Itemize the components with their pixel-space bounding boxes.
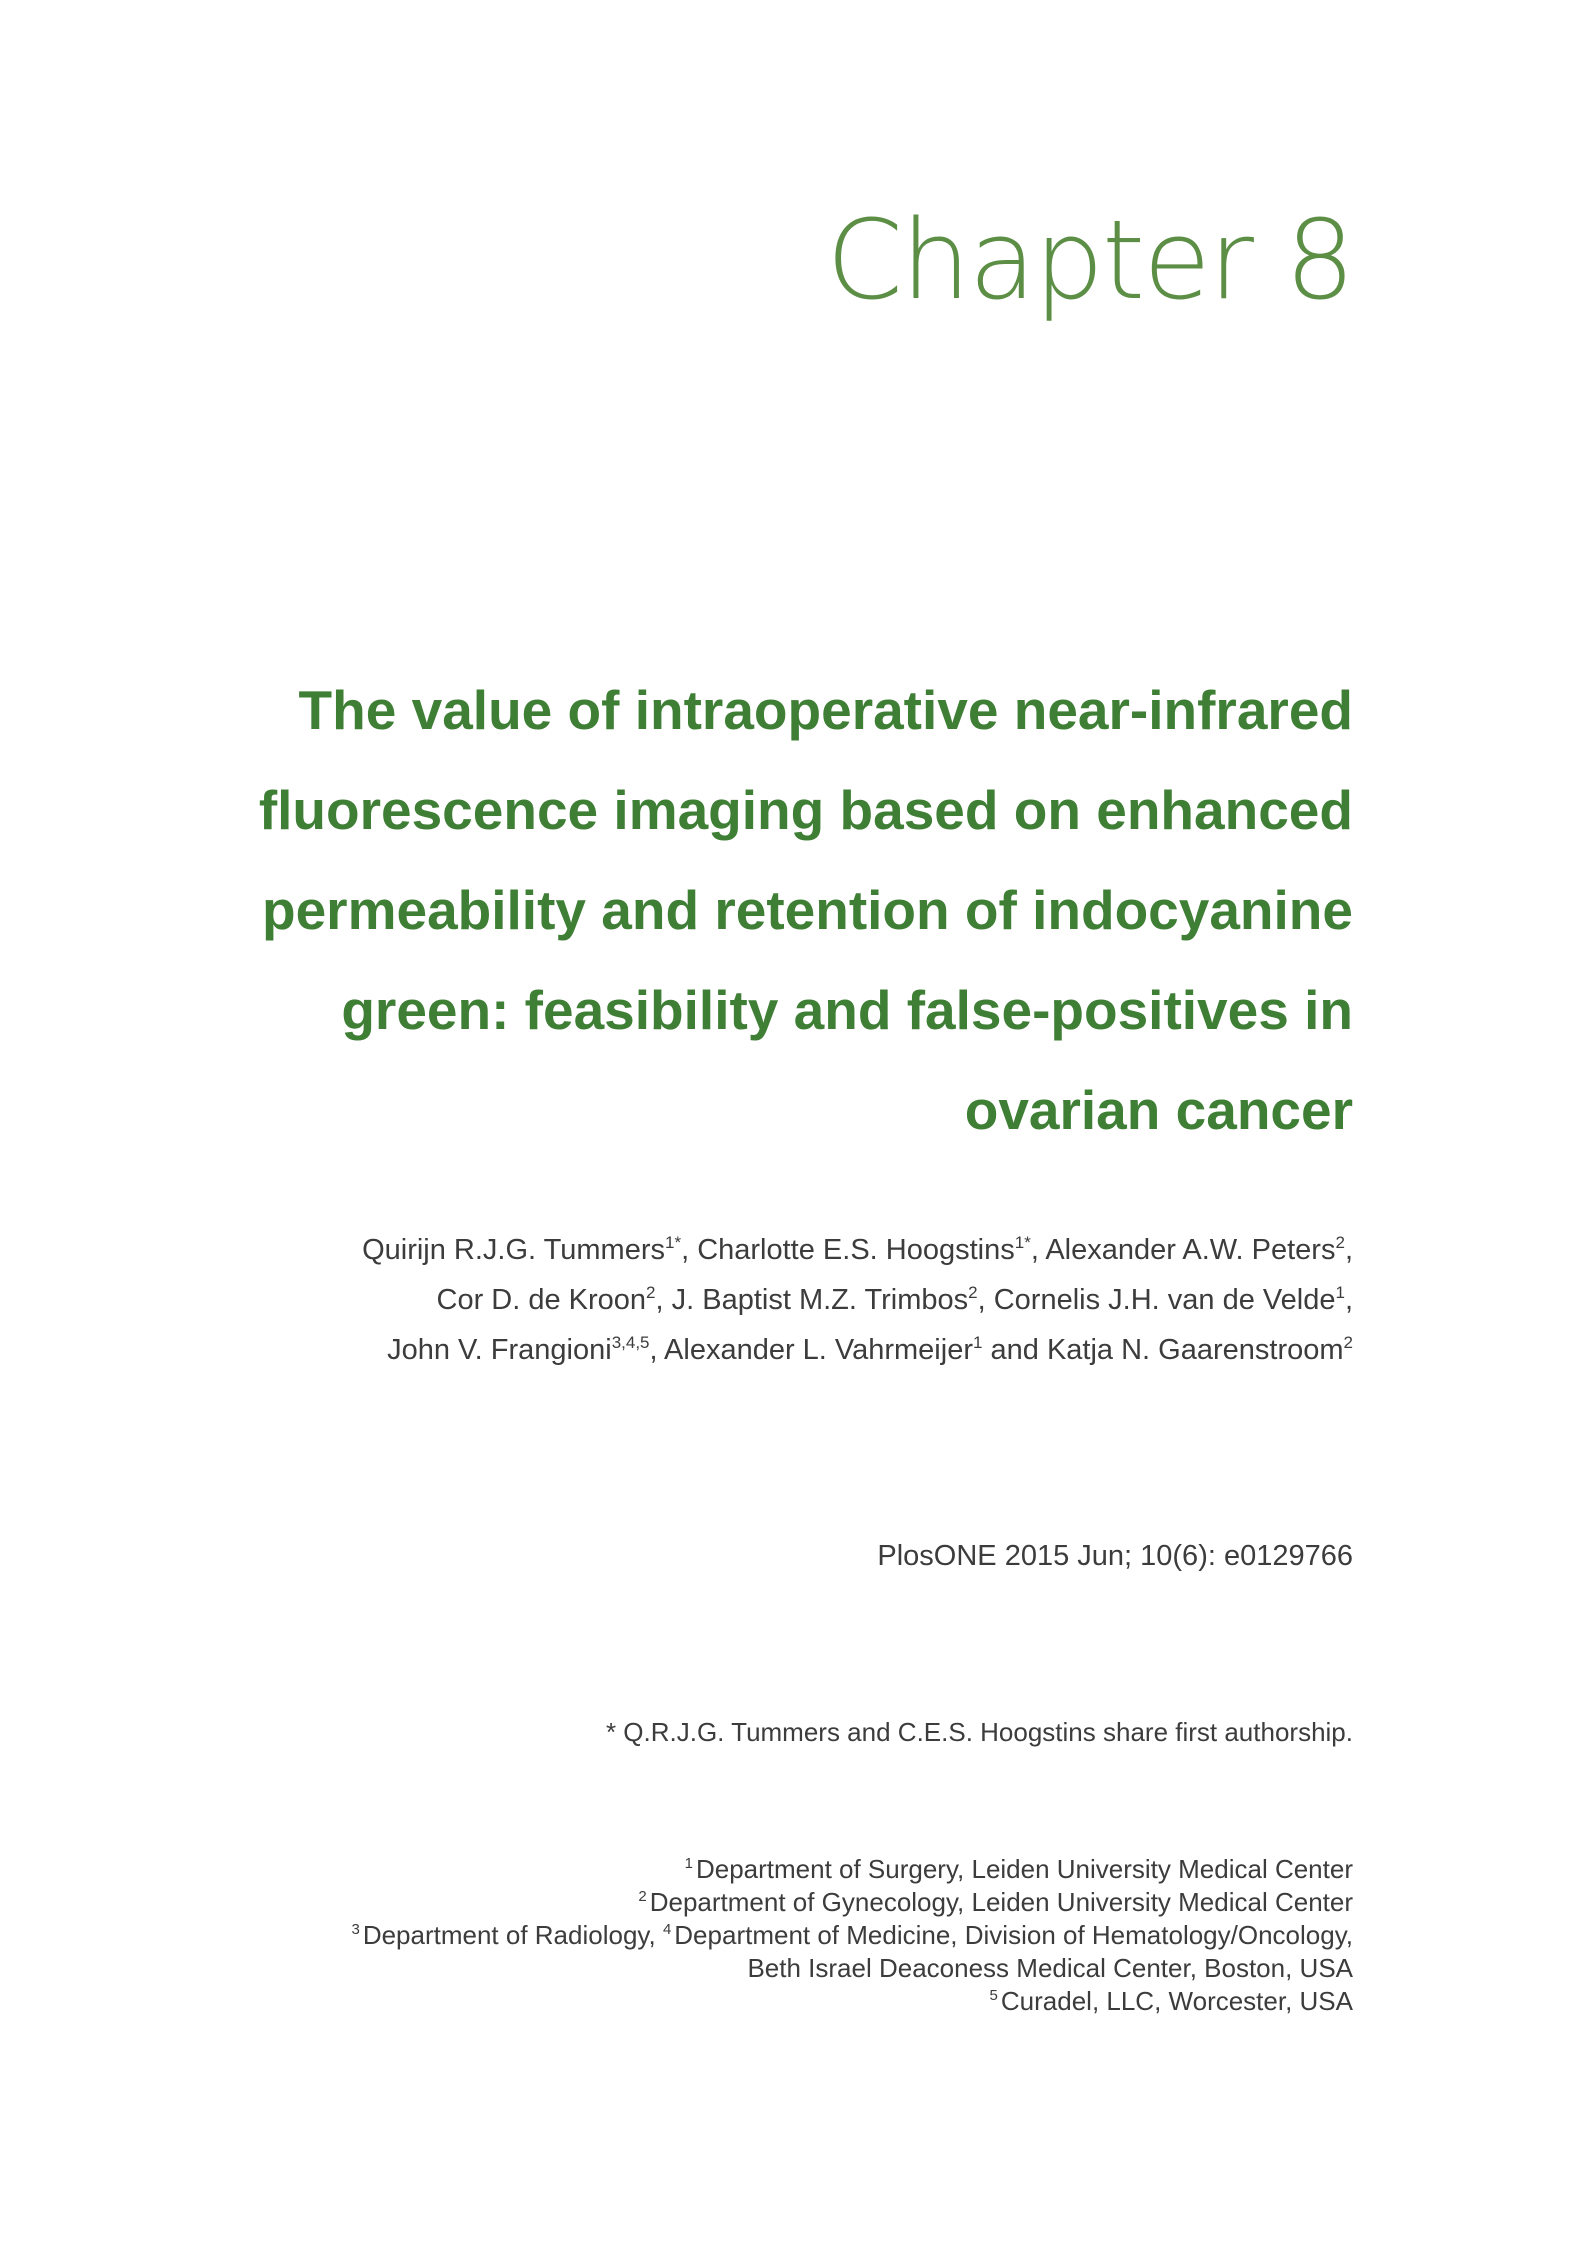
author-name: , Alexander L. Vahrmeijer <box>649 1334 973 1366</box>
affiliation-text: Beth Israel Deaconess Medical Center, Boston, USA <box>747 1953 1353 1983</box>
author-name: , J. Baptist M.Z. Trimbos <box>655 1284 969 1316</box>
author-affiliation-mark: 1 <box>1335 1283 1345 1302</box>
author-affiliation-mark: 2 <box>1343 1333 1353 1352</box>
paper-title-line: ovarian cancer <box>964 1079 1353 1141</box>
author-list <box>153 1225 1353 1375</box>
paper-title-line: fluorescence imaging based on enhanced <box>258 779 1353 841</box>
affiliation-number: 4 <box>662 1921 672 1938</box>
affiliation-line <box>153 1952 1353 1985</box>
affiliation-line <box>153 1919 1353 1952</box>
author-line <box>153 1225 1353 1275</box>
author-affiliation-mark: 3,4,5 <box>611 1333 650 1352</box>
affiliation-text: Department of Medicine, Division of Hematology/Oncology, <box>674 1920 1353 1950</box>
authorship-note: * Q.R.J.G. Tummers and C.E.S. Hoogstins share first authorship. <box>605 1717 1353 1747</box>
affiliation-line <box>153 1985 1353 2018</box>
affiliation-line <box>153 1853 1353 1886</box>
author-name: and Katja N. Gaarenstroom <box>982 1334 1344 1366</box>
author-affiliation-mark: 1* <box>1014 1233 1031 1252</box>
affiliation-number: 1 <box>684 1855 693 1872</box>
author-affiliation-mark: 1* <box>665 1233 682 1252</box>
author-line <box>153 1325 1353 1375</box>
author-line <box>153 1275 1353 1325</box>
affiliation-text: Department of Gynecology, Leiden University Medical Center <box>649 1887 1353 1917</box>
affiliation-number: 2 <box>638 1888 647 1905</box>
chapter-heading: Chapter 8 <box>826 196 1353 324</box>
author-affiliation-mark: 2 <box>968 1283 978 1302</box>
author-affiliation-mark: 2 <box>1335 1233 1345 1252</box>
affiliation-number: 5 <box>989 1987 998 2004</box>
author-name: , Alexander A.W. Peters <box>1030 1234 1336 1266</box>
affiliation-list <box>153 1853 1353 2018</box>
paper-title-line: green: feasibility and false-positives in <box>341 979 1353 1041</box>
affiliation-number: 3 <box>351 1921 360 1938</box>
affiliation-text: Department of Radiology, <box>362 1920 663 1950</box>
author-separator: , <box>1344 1284 1353 1316</box>
author-affiliation-mark: 2 <box>646 1283 656 1302</box>
affiliation-line <box>153 1886 1353 1919</box>
affiliation-text: Curadel, LLC, Worcester, USA <box>1000 1986 1353 2016</box>
author-name: Cor D. de Kroon <box>436 1284 647 1316</box>
author-name: Quirijn R.J.G. Tummers <box>362 1234 665 1266</box>
paper-title-line: permeability and retention of indocyanine <box>261 879 1353 941</box>
paper-title-line: The value of intraoperative near-infrared <box>298 679 1353 741</box>
author-name: , Charlotte E.S. Hoogstins <box>681 1234 1015 1266</box>
paper-title <box>153 660 1353 1160</box>
author-name: , Cornelis J.H. van de Velde <box>977 1284 1336 1316</box>
author-separator: , <box>1344 1234 1353 1266</box>
affiliation-text: Department of Surgery, Leiden University Medical Center <box>695 1854 1353 1884</box>
author-name: John V. Frangioni <box>387 1334 612 1366</box>
author-affiliation-mark: 1 <box>972 1333 983 1352</box>
journal-citation: PlosONE 2015 Jun; 10(6): e0129766 <box>877 1540 1353 1572</box>
